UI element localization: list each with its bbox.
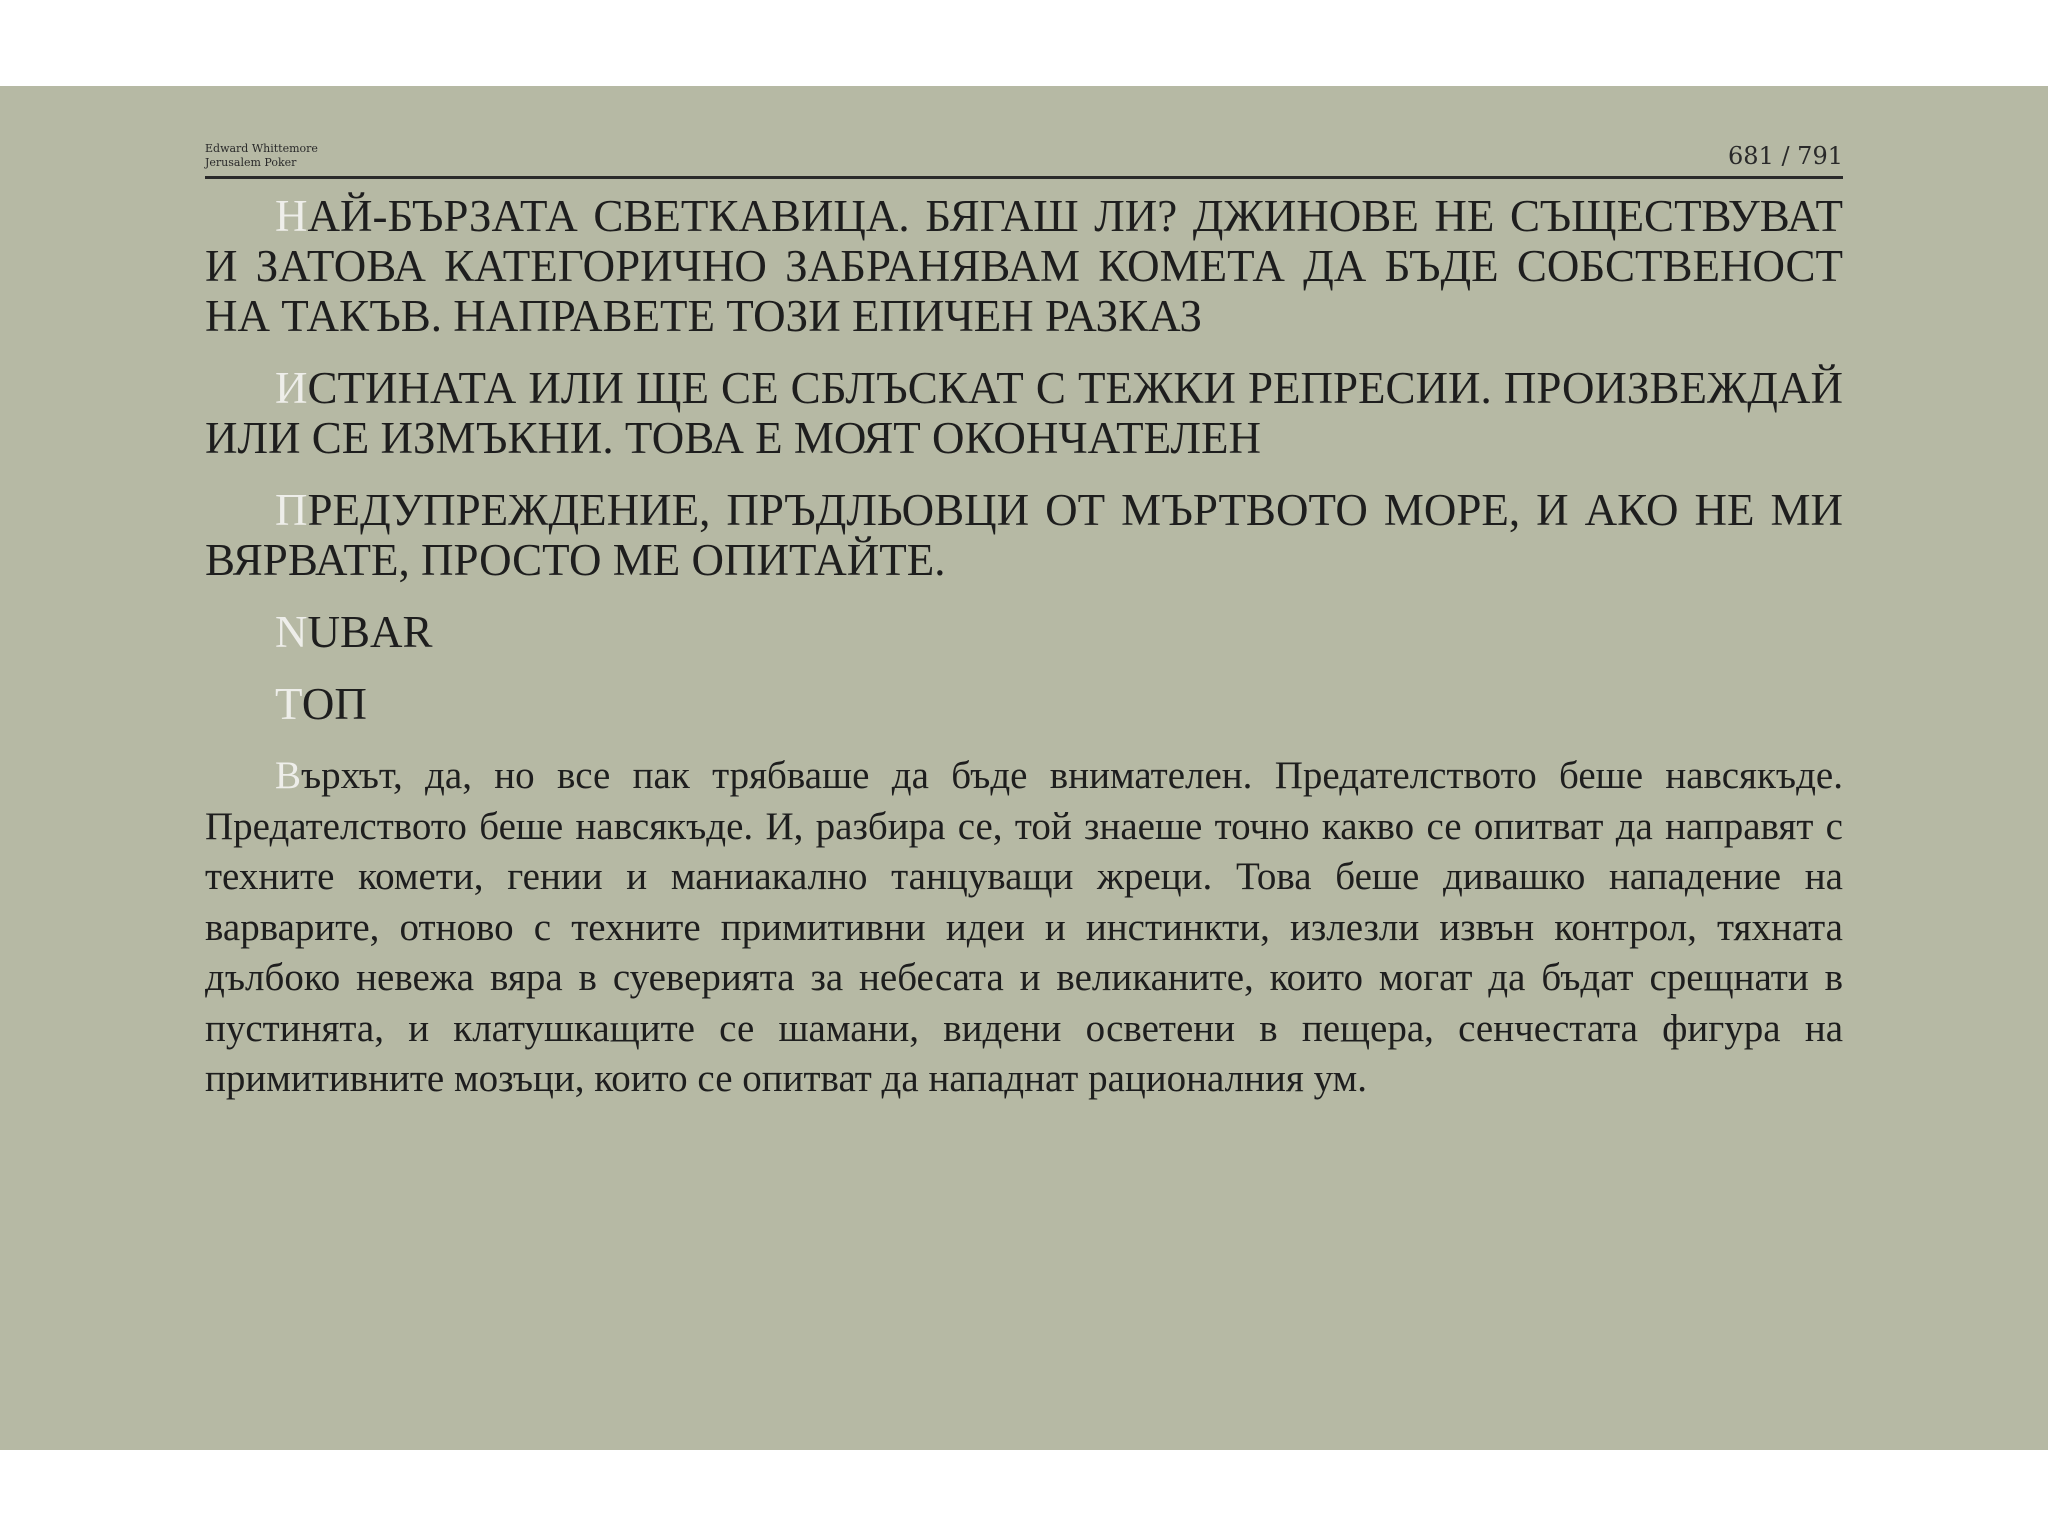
paragraph xyxy=(205,191,1843,341)
book-meta xyxy=(205,142,318,170)
book-text xyxy=(205,191,1843,1105)
paragraph-initial: В xyxy=(275,754,302,797)
paragraph-initial: П xyxy=(275,485,308,535)
paragraph-text: СТИНАТА ИЛИ ЩЕ СЕ СБЛЪСКАТ С ТЕЖКИ РЕПРЕСИИ. ПРОИЗВЕЖДАЙ ИЛИ СЕ ИЗМЪКНИ. ТОВА Е МОЯТ ОКОНЧАТЕЛЕН xyxy=(205,363,1843,463)
paragraph-initial: Н xyxy=(275,191,308,241)
paragraph-text: ОП xyxy=(301,679,367,729)
paragraph-text: UBAR xyxy=(307,607,433,657)
paragraph-text: ърхът, да, но все пак трябваше да бъде внимателен. Предателството беше навсякъде. Предателството беше навсякъде. И, разбира се, той знаеше точно какво се опитват да направят с техните комети, гении и маниакално танцуващи жреци. Това беше дивашко нападение на варварите, отново с техните примитивни идеи и инстинкти, излезли извън контрол, тяхната дълбоко невежа вяра в суеверията за небесата и великаните, които могат да бъдат срещнати в пустинята, и клатушкащите се шамани, видени осветени в пещера, сенчестата фигура на примитивните мозъци, които се опитват да нападнат рационалния ум. xyxy=(205,754,1843,1100)
paragraph-initial: Т xyxy=(275,679,302,729)
paragraph xyxy=(205,485,1843,585)
page-counter: 681 / 791 xyxy=(1728,142,1843,170)
paragraph xyxy=(205,679,1843,729)
author-name: Edward Whittemore xyxy=(205,142,318,155)
paragraph-text: АЙ-БЪРЗАТА СВЕТКАВИЦА. БЯГАШ ЛИ? ДЖИНОВЕ НЕ СЪЩЕСТВУВАТ И ЗАТОВА КАТЕГОРИЧНО ЗАБРАНЯВАМ КОМЕТА ДА БЪДЕ СОБСТВЕНОСТ НА ТАКЪВ. НАПРАВЕТЕ ТОЗИ ЕПИЧЕН РАЗКАЗ xyxy=(205,191,1843,341)
paragraph xyxy=(205,363,1843,463)
book-title: Jerusalem Poker xyxy=(205,156,297,169)
paragraph-initial: N xyxy=(275,607,308,657)
paragraph xyxy=(205,607,1843,657)
paragraph xyxy=(205,751,1843,1105)
paragraph-text: РЕДУПРЕЖДЕНИЕ, ПРЪДЛЬОВЦИ ОТ МЪРТВОТО МОРЕ, И АКО НЕ МИ ВЯРВАТЕ, ПРОСТО МЕ ОПИТАЙТЕ. xyxy=(205,485,1843,585)
page-header xyxy=(205,134,1843,179)
paragraph-initial: И xyxy=(275,363,308,413)
